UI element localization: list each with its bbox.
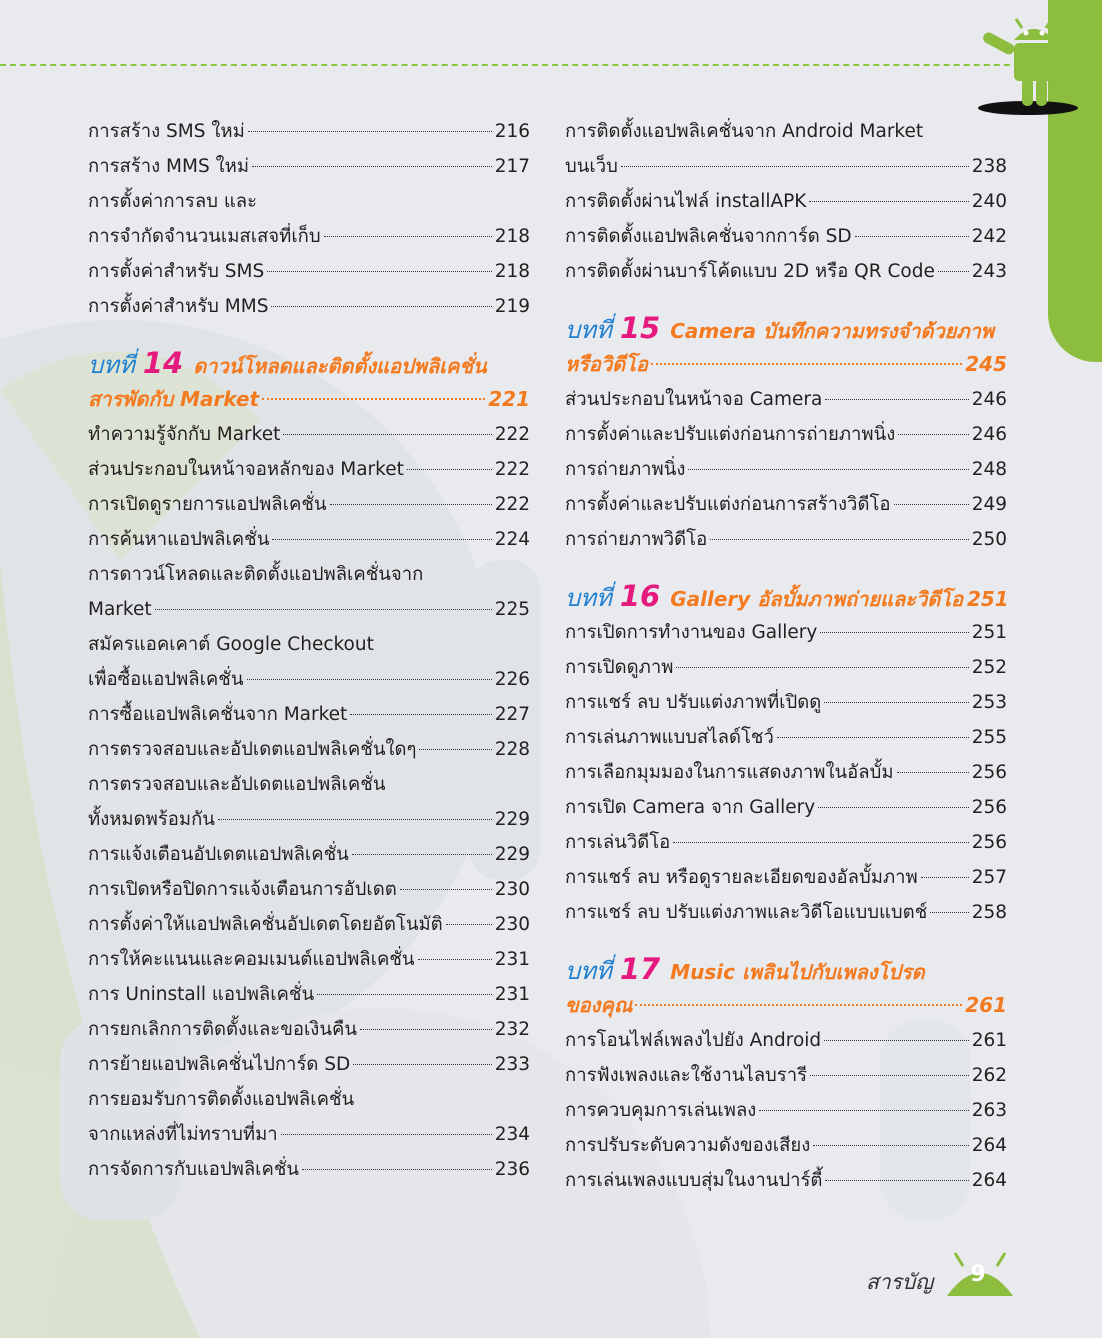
toc-entry[interactable]: การซื้อแอปพลิเคชั่นจาก Market 227 <box>88 704 530 725</box>
chapter-17-heading-line2[interactable]: ของคุณ 261 <box>565 993 1007 1017</box>
toc-entry[interactable]: การถ่ายภาพนิ่ง 248 <box>565 459 1007 480</box>
toc-entry[interactable]: การเปิดหรือปิดการแจ้งเตือนการอัปเดต 230 <box>88 879 530 900</box>
toc-entry[interactable]: การจัดการกับแอปพลิเคชั่น 236 <box>88 1159 530 1180</box>
toc-entry-lead: การติดตั้งแอปพลิเคชั่นจาก Android Market <box>565 121 924 142</box>
toc-entry-lead: สมัครแอคเคาต์ Google Checkout <box>88 634 374 655</box>
toc-entry[interactable]: การโอนไฟล์เพลงไปยัง Android 261 <box>565 1030 1007 1051</box>
toc-entry-lead: การตรวจสอบและอัปเดตแอปพลิเคชั่น <box>88 774 386 795</box>
toc-entry[interactable]: การสร้าง MMS ใหม่ 217 <box>88 156 530 177</box>
toc-entry[interactable]: การย้ายแอปพลิเคชั่นไปการ์ด SD 233 <box>88 1054 530 1075</box>
footer-section-label: สารบัญ <box>866 1270 934 1294</box>
toc-entry[interactable]: ส่วนประกอบในหน้าจอหลักของ Market 222 <box>88 459 530 480</box>
toc-left-column <box>88 114 530 1187</box>
toc-entry[interactable]: การถ่ายภาพวิดีโอ 250 <box>565 529 1007 550</box>
chapter-15-heading[interactable]: บทที่ 15 Camera บันทึกความทรงจำด้วยภาพ <box>565 311 994 345</box>
chapter-15-heading-line2[interactable]: หรือวิดีโอ 245 <box>565 352 1007 376</box>
toc-entry[interactable]: การตั้งค่าสำหรับ MMS 219 <box>88 296 530 317</box>
toc-entry[interactable]: การเปิดดูภาพ 252 <box>565 657 1007 678</box>
toc-entry[interactable]: การแจ้งเตือนอัปเดตแอปพลิเคชั่น 229 <box>88 844 530 865</box>
toc-entry[interactable]: เพื่อซื้อแอปพลิเคชั่น 226 <box>88 669 530 690</box>
chapter-16-heading[interactable]: บทที่ 16 Gallery อัลบั้มภาพถ่ายและวิดีโอ 251 <box>565 579 1009 613</box>
toc-entry[interactable]: การติดตั้งผ่านไฟล์ installAPK 240 <box>565 191 1007 212</box>
toc-entry[interactable]: การสร้าง SMS ใหม่ 216 <box>88 121 530 142</box>
toc-entry-lead: การยอมรับการติดตั้งแอปพลิเคชั่น <box>88 1089 355 1110</box>
toc-entry[interactable]: การค้นหาแอปพลิเคชั่น 224 <box>88 529 530 550</box>
page-number: 9 <box>970 1262 986 1287</box>
toc-entry[interactable]: ทำความรู้จักกับ Market 222 <box>88 424 530 445</box>
toc-entry[interactable]: ส่วนประกอบในหน้าจอ Camera 246 <box>565 389 1007 410</box>
toc-entry[interactable]: การตั้งค่าและปรับแต่งก่อนการถ่ายภาพนิ่ง 246 <box>565 424 1007 445</box>
toc-entry[interactable]: การควบคุมการเล่นเพลง 263 <box>565 1100 1007 1121</box>
toc-entry[interactable]: การเปิดการทำงานของ Gallery 251 <box>565 622 1007 643</box>
toc-entry[interactable]: การแชร์ ลบ ปรับแต่งภาพที่เปิดดู 253 <box>565 692 1007 713</box>
chapter-14-heading-line2[interactable]: สารพัดกับ Market 221 <box>88 387 530 411</box>
android-mascot-icon <box>976 8 1086 118</box>
toc-entry[interactable]: ทั้งหมดพร้อมกัน 229 <box>88 809 530 830</box>
toc-entry[interactable]: การติดตั้งแอปพลิเคชั่นจากการ์ด SD 242 <box>565 226 1007 247</box>
toc-right-column <box>565 114 1007 1198</box>
toc-entry[interactable]: การเล่นเพลงแบบสุ่มในงานปาร์ตี้ 264 <box>565 1170 1007 1191</box>
toc-entry[interactable]: การยกเลิกการติดตั้งและขอเงินคืน 232 <box>88 1019 530 1040</box>
toc-entry[interactable]: การเปิด Camera จาก Gallery 256 <box>565 797 1007 818</box>
toc-entry[interactable]: การเล่นภาพแบบสไลด์โชว์ 255 <box>565 727 1007 748</box>
toc-entry[interactable]: การตั้งค่าให้แอปพลิเคชั่นอัปเดตโดยอัตโนมัติ 230 <box>88 914 530 935</box>
chapter-14-heading[interactable]: บทที่ 14 ดาวน์โหลดและติดตั้งแอปพลิเคชั่น <box>88 346 487 380</box>
toc-entry[interactable]: บนเว็บ 238 <box>565 156 1007 177</box>
toc-entry[interactable]: การฟังเพลงและใช้งานไลบรารี 262 <box>565 1065 1007 1086</box>
toc-entry[interactable]: การแชร์ ลบ ปรับแต่งภาพและวิดีโอแบบแบตช์ 258 <box>565 902 1007 923</box>
toc-entry[interactable]: การ Uninstall แอปพลิเคชั่น 231 <box>88 984 530 1005</box>
toc-entry[interactable]: Market 225 <box>88 599 530 620</box>
toc-entry[interactable]: การให้คะแนนและคอมเมนต์แอปพลิเคชั่น 231 <box>88 949 530 970</box>
chapter-17-heading[interactable]: บทที่ 17 Music เพลินไปกับเพลงโปรด <box>565 952 925 986</box>
toc-entry[interactable]: การปรับระดับความดังของเสียง 264 <box>565 1135 1007 1156</box>
toc-entry[interactable]: การตั้งค่าสำหรับ SMS 218 <box>88 261 530 282</box>
dashed-header-rule <box>0 64 1050 66</box>
toc-entry[interactable]: การติดตั้งผ่านบาร์โค้ดแบบ 2D หรือ QR Code 243 <box>565 261 1007 282</box>
toc-entry[interactable]: การเปิดดูรายการแอปพลิเคชั่น 222 <box>88 494 530 515</box>
toc-entry[interactable]: การเลือกมุมมองในการแสดงภาพในอัลบั้ม 256 <box>565 762 1007 783</box>
toc-entry[interactable]: การตั้งค่าและปรับแต่งก่อนการสร้างวิดีโอ 249 <box>565 494 1007 515</box>
toc-entry[interactable]: การแชร์ ลบ หรือดูรายละเอียดของอัลบั้มภาพ 257 <box>565 867 1007 888</box>
toc-entry[interactable]: จากแหล่งที่ไม่ทราบที่มา 234 <box>88 1124 530 1145</box>
toc-entry[interactable]: การตรวจสอบและอัปเดตแอปพลิเคชั่นใดๆ 228 <box>88 739 530 760</box>
toc-entry-lead: การดาวน์โหลดและติดตั้งแอปพลิเคชั่นจาก <box>88 564 424 585</box>
toc-entry[interactable]: การเล่นวิดีโอ 256 <box>565 832 1007 853</box>
toc-entry-lead: การตั้งค่าการลบ และ <box>88 191 258 212</box>
toc-entry[interactable]: การจำกัดจำนวนเมสเสจที่เก็บ 218 <box>88 226 530 247</box>
